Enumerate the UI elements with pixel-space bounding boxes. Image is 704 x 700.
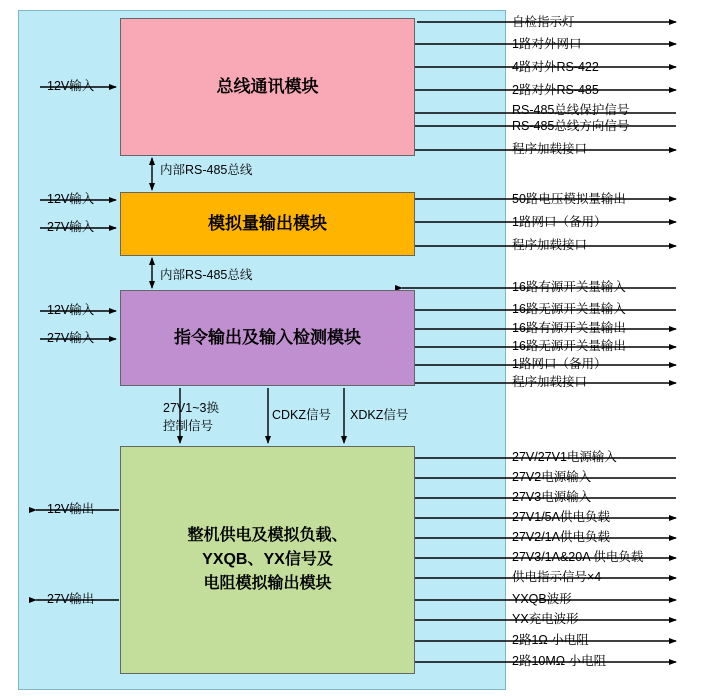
signal-label-cmd-3: 16路无源开关量输出 [512,339,626,353]
label-bus-12v-input: 12V输入 [47,79,95,93]
signal-label-analog-0: 50路电压模拟量输出 [512,192,626,206]
signal-label-cmd-5: 程序加载接口 [512,375,588,389]
module-power-label-line1: 整机供电及模拟负载、 [187,527,348,544]
label-cdkz-signal: CDKZ信号 [272,408,332,422]
signal-label-cmd-2: 16路有源开关量输出 [512,321,626,335]
label-cmd-12v-input: 12V输入 [47,303,95,317]
signal-label-analog-1: 1路网口（备用） [512,215,607,229]
label-27v-switch-control-line2: 控制信号 [163,419,214,433]
signal-label-cmd-1: 16路无源开关量输入 [512,302,626,316]
signal-label-power-9: 2路1Ω 小电阻 [512,633,589,647]
signal-label-bus-3: 2路对外RS-485 [512,83,599,97]
label-power-12v-output: 12V输出 [47,502,95,516]
signal-label-bus-1: 1路对外网口 [512,37,582,51]
module-bus-communication[interactable] [120,18,415,156]
label-internal-bus-485-top: 内部RS-485总线 [160,163,253,177]
signal-label-analog-2: 程序加载接口 [512,238,588,252]
signal-label-power-3: 27V1/5A供电负载 [512,510,610,524]
label-analog-27v-input: 27V输入 [47,220,95,234]
label-analog-12v-input: 12V输入 [47,192,95,206]
signal-label-power-0: 27V/27V1电源输入 [512,450,617,464]
signal-label-power-6: 供电指示信号×4 [512,570,602,584]
signal-label-bus-0: 自检指示灯 [512,15,575,29]
label-cmd-27v-input: 27V输入 [47,331,95,345]
signal-label-power-10: 2路10MΩ 小电阻 [512,654,607,668]
signal-label-power-2: 27V3电源输入 [512,490,592,504]
signal-label-bus-2: 4路对外RS-422 [512,60,599,74]
signal-label-cmd-0: 16路有源开关量输入 [512,280,626,294]
signal-label-power-8: YX充电波形 [512,612,579,626]
label-27v-switch-control-line1: 27V1~3换 [163,401,219,415]
signal-label-bus-5: RS-485总线方向信号 [512,119,630,133]
module-command-io[interactable] [120,290,415,386]
signal-label-cmd-4: 1路网口（备用） [512,357,607,371]
module-cmd-label: 指令输出及输入检测模块 [174,328,361,348]
signal-label-power-7: YXQB波形 [512,592,572,606]
module-analog-output[interactable] [120,192,415,256]
module-power-label-line2: YXQB、YX信号及 [202,551,333,568]
signal-label-bus-4: RS-485总线保护信号 [512,103,630,117]
module-power-supply[interactable] [120,446,415,674]
module-analog-label: 模拟量输出模块 [208,214,327,234]
signal-label-power-4: 27V2/1A供电负载 [512,530,610,544]
signal-label-bus-6: 程序加载接口 [512,142,588,156]
signal-label-power-5: 27V3/1A&20A 供电负载 [512,550,644,564]
signal-label-power-1: 27V2电源输入 [512,470,592,484]
label-xdkz-signal: XDKZ信号 [350,408,409,422]
label-power-27v-output: 27V输出 [47,592,95,606]
module-bus-label: 总线通讯模块 [216,77,319,97]
label-internal-bus-485-mid: 内部RS-485总线 [160,268,253,282]
module-power-label-line3: 电阻模拟输出模块 [203,575,332,592]
